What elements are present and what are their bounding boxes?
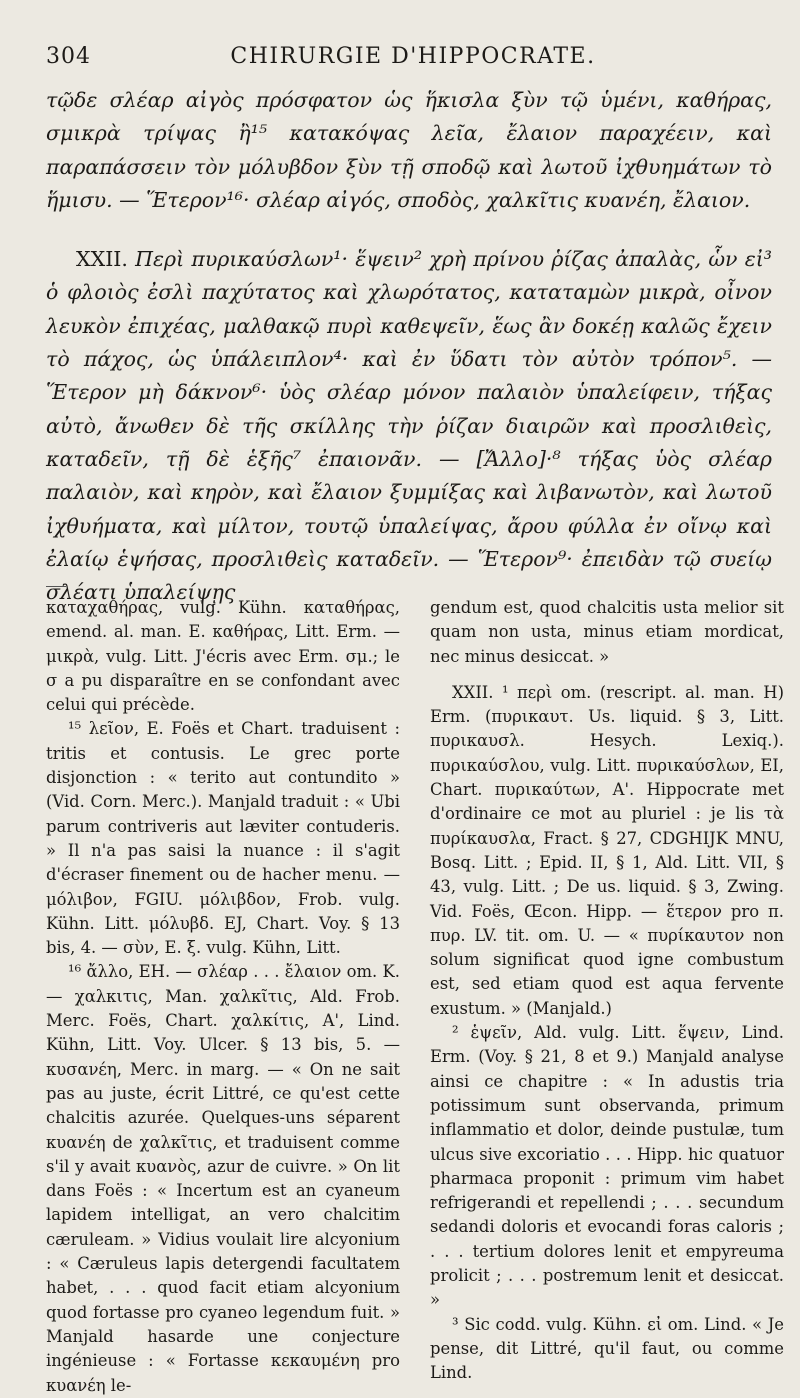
footnote-xxii-2: ² ἑψεῖν, Ald. vulg. Litt. ἕψειν, Lind. Erm. (Voy. § 21, 8 et 9.) Manjald analyse ainsi ce chapitre : « In adustis tria potissimum sunt observanda, primum inflammatio et dolor, deinde pustulæ, tum ulcus sive excoriatio . . . Hipp. hic quatuor pharmaca proponit : primum vim habet refrigerandi et repellendi ; . . . secundum sedandi doloris et evocandi foras caloris ; . . . tertium dolores lenit et empyreuma prolicit ; . . . postremum lenit et desiccat. »: [430, 1023, 784, 1310]
footnote-xxii-1: XXII. ¹ περὶ om. (rescript. al. man. H) Erm. (πυρικαυτ. Us. liquid. § 3, Litt. πυρικαυσλ. Hesych. Lexiq.). πυρικαύσλου, vulg. Litt. πυρικαύσλων, EI, Chart. πυρικαύτων, A'. Hippocrate met d'ordinaire ce mot au pluriel : je lis τὰ πυρίκαυσλα, Fract. § 27, CDGHIJK MNU, Bosq. Litt. ; Epid. II, § 1, Ald. Litt. VII, § 43, vulg. Litt. ; De us. liquid. § 3, Zwing. Vid. Foës, Œcon. Hipp. — ἕτερον pro π. πυρ. LV. tit. om. U. — « πυρίκαυτον non solum significat quod igne combustum est, sed etiam quod est aqua fervente exustum. » (Manjald.): [430, 682, 784, 1018]
main-paragraph-1: τῷδε σλέαρ αἰγὸς πρόσφατον ὡς ἥκισλα ξὺν τῷ ὑμένι, καθήρας, σμικρὰ τρίψας ἢ¹⁵ κατακόψας λεῖα, ἔλαιον παραχέειν, καὶ παραπάσσειν τὸν μόλυβδον ξὺν τῇ σποδῷ καὶ λωτοῦ ἰχθυημάτων τὸ ἥμισυ. — Ἕτερον¹⁶· σλέαρ αἰγός, σποδὸς, χαλκῖτις κυανέη, ἔλαιον.: [46, 88, 772, 212]
greek-main-text: [46, 84, 772, 609]
footnote-15: ¹⁵ λεῖον, E. Foës et Chart. traduisent : tritis et contusis. Le grec porte disjonction : « terito aut contundito » (Vid. Corn. Merc.). Manjald traduit : « Ubi parum contriveris aut læviter contuderis. » Il n'a pas saisi la nuance : il s'agit d'écraser finement ou de hacher menu. — μόλιβον, FGIU. μόλιβδον, Frob. vulg. Kühn. Litt. μόλυβδ. EJ, Chart. Voy. § 13 bis, 4. — σὺν, E. ξ. vulg. Kühn, Litt.: [46, 719, 400, 958]
page-number: 304: [46, 44, 91, 69]
footnote-continued: καταχαθήρας, vulg. Kühn. καταθήρας, emend. al. man. E. καθήρας, Litt. Erm. — μικρὰ, vulg. Litt. J'écris avec Erm. σμ.; le σ a pu disparaître en se confondant avec celui qui précède.: [46, 598, 400, 715]
main-paragraph-2: [46, 243, 772, 609]
footnote-column-left: [46, 596, 400, 1398]
running-title: CHIRURGIE D'HIPPOCRATE.: [230, 44, 596, 69]
page-header: [46, 44, 780, 78]
section-number: XXII.: [76, 247, 128, 272]
footnote-16: ¹⁶ ἄλλο, EH. — σλέαρ . . . ἔλαιον om. K. — χαλκιτις, Man. χαλκῖτις, Ald. Frob. Merc. Foës, Chart. χαλκίτις, A', Lind. Kühn, Litt. Voy. Ulcer. § 13 bis, 5. — κυσανέη, Merc. in marg. — « On ne sait pas au juste, écrit Littré, ce qu'est cette chalcitis azurée. Quelques-uns séparent κυανέη de χαλκῖτις, et traduisent comme s'il y avait κυανὸς, azur de cuivre. » On lit dans Foës : « Incertum est an cyaneum lapidem intelligat, an vero chalcitim cæruleam. » Vidius voulait lire alcyonium : « Cæruleus lapis detergendi facultatem habet, . . . quod facit etiam alcyonium quod fortasse pro cyaneo legendum fuit. » Manjald hasarde une conjecture ingénieuse : « Fortasse κεκαυμένη pro κυανέη le-: [46, 962, 400, 1395]
footnote-rule: [46, 586, 66, 587]
footnote-xxii-3: ³ Sic codd. vulg. Kühn. εἰ om. Lind. « Je pense, dit Littré, qu'il faut, ou comme Lind.: [430, 1314, 784, 1383]
footnote-16-continued: gendum est, quod chalcitis usta melior sit quam non usta, minus etiam mordicat, nec minus desiccat. »: [430, 598, 784, 666]
section-text: Περὶ πυρικαύσλων¹· ἕψειν² χρὴ πρίνου ῥίζας ἀπαλὰς, ὧν εἰ³ ὁ φλοιὸς ἐσλὶ παχύτατος καὶ χλωρότατος, καταταμὼν μικρὰ, οἶνον λευκὸν ἐπιχέας, μαλθακῷ πυρὶ καθεψεῖν, ἕως ἂν δοκέῃ καλῶς ἔχειν τὸ πάχος, ὡς ὑπάλειπλον⁴· καὶ ἐν ὕδατι τὸν αὐτὸν τρόπον⁵. — Ἕτερον μὴ δάκνον⁶· ὑὸς σλέαρ μόνον παλαιὸν ὑπαλείφειν, τήξας αὐτὸ, ἄνωθεν δὲ τῆς σκίλλης τὴν ῥίζαν διαιρῶν καὶ προσλιθεὶς, καταδεῖν, τῇ δὲ ἑξῆς⁷ ἐπαιονᾶν. — [Ἄλλο]·⁸ τήξας ὑὸς σλέαρ παλαιὸν, καὶ κηρὸν, καὶ ἔλαιον ξυμμίξας καὶ λιβανωτὸν, καὶ λωτοῦ ἰχθυήματα, καὶ μίλτον, τουτῷ ὑπαλείψας, ἄρου φύλλα ἐν οἴνῳ καὶ ἐλαίῳ ἑψήσας, προσλιθεὶς καταδεῖν. — Ἕτερον⁹· ἐπειδὰν τῷ συείῳ σλέατι ὑπαλείψῃς: [46, 247, 772, 605]
footnote-column-right: [430, 596, 784, 1386]
footnotes: [46, 596, 784, 1395]
